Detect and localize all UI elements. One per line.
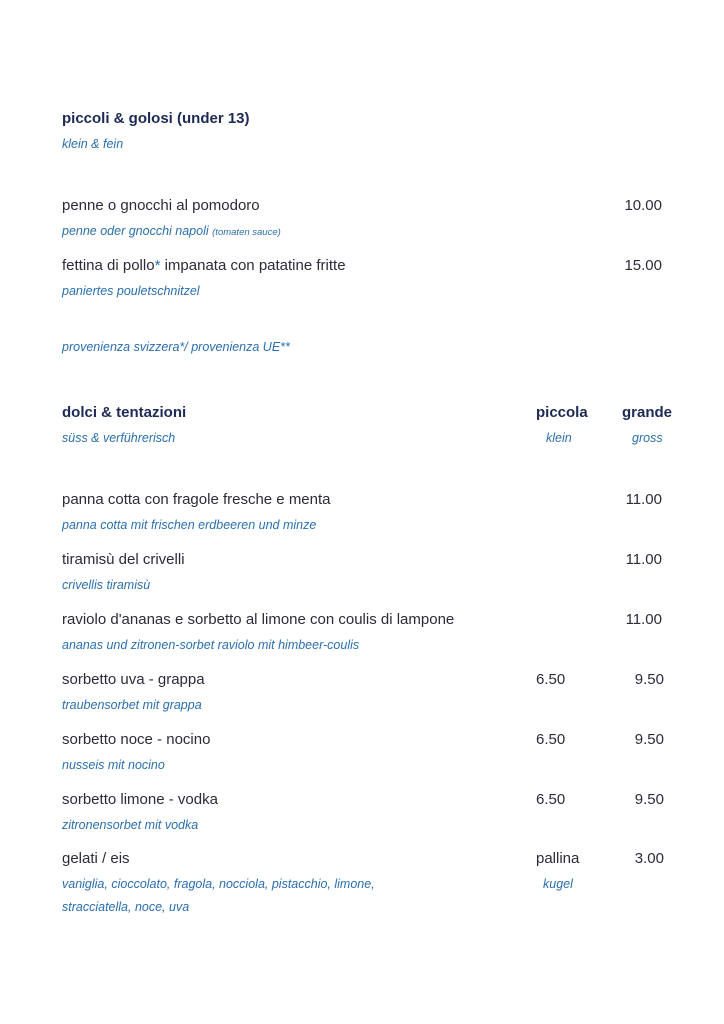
menu-item-name: fettina di pollo* impanata con patatine fritte [62, 257, 346, 274]
menu-item-desc: crivellis tiramisù [62, 578, 151, 592]
menu-item-price-small: 6.50 [536, 731, 566, 748]
menu-item-desc: zitronensorbet mit vodka [62, 818, 199, 832]
menu-item-desc-continued: stracciatella, noce, uva [62, 900, 190, 914]
column-header-small: piccola [536, 404, 588, 421]
section-subtitle-dolci: süss & verführerisch [62, 431, 176, 445]
menu-item-name: penne o gnocchi al pomodoro [62, 197, 260, 214]
menu-item-name: panna cotta con fragole fresche e menta [62, 491, 331, 508]
menu-item-name: sorbetto noce - nocino [62, 731, 211, 748]
menu-item-desc: traubensorbet mit grappa [62, 698, 202, 712]
menu-item-name: sorbetto uva - grappa [62, 671, 205, 688]
section-title-piccoli: piccoli & golosi (under 13) [62, 110, 250, 127]
menu-item-price-small: 6.50 [536, 671, 566, 688]
menu-item-unit-sub: kugel [543, 877, 573, 891]
section-title-dolci: dolci & tentazioni [62, 404, 187, 421]
menu-item-desc: penne oder gnocchi napoli (tomaten sauce) [62, 224, 281, 238]
menu-item-price: 10.00 [624, 197, 662, 214]
origin-marker: * [154, 257, 161, 274]
menu-item-price-large: 3.00 [634, 850, 664, 867]
menu-item-desc-note: (tomaten sauce) [212, 227, 281, 238]
column-subheader-small: klein [546, 431, 572, 445]
menu-item-desc: nusseis mit nocino [62, 758, 165, 772]
menu-item-price-large: 9.50 [634, 791, 664, 808]
menu-item-price-small: pallina [536, 850, 580, 867]
menu-item-price-large: 11.00 [625, 611, 662, 628]
menu-item-desc: panna cotta mit frischen erdbeeren und minze [62, 518, 317, 532]
menu-item-price-large: 9.50 [634, 731, 664, 748]
menu-item-name: sorbetto limone - vodka [62, 791, 218, 808]
menu-item-name: gelati / eis [62, 850, 130, 867]
column-header-large: grande [622, 404, 673, 421]
section-subtitle-piccoli: klein & fein [62, 137, 124, 151]
menu-item-desc: vaniglia, cioccolato, fragola, nocciola, pistacchio, limone, [62, 877, 375, 891]
menu-item-price: 15.00 [624, 257, 662, 274]
menu-item-price-small: 6.50 [536, 791, 566, 808]
menu-item-name: tiramisù del crivelli [62, 551, 185, 568]
menu-item-price-large: 11.00 [625, 551, 662, 568]
origin-footnote: provenienza svizzera*/ provenienza UE** [62, 340, 290, 354]
menu-item-price-large: 9.50 [634, 671, 664, 688]
menu-item-price-large: 11.00 [625, 491, 662, 508]
menu-item-desc: ananas und zitronen-sorbet raviolo mit himbeer-coulis [62, 638, 360, 652]
menu-item-desc: paniertes pouletschnitzel [62, 284, 200, 298]
menu-item-name: raviolo d'ananas e sorbetto al limone con coulis di lampone [62, 611, 455, 628]
column-subheader-large: gross [632, 431, 663, 445]
